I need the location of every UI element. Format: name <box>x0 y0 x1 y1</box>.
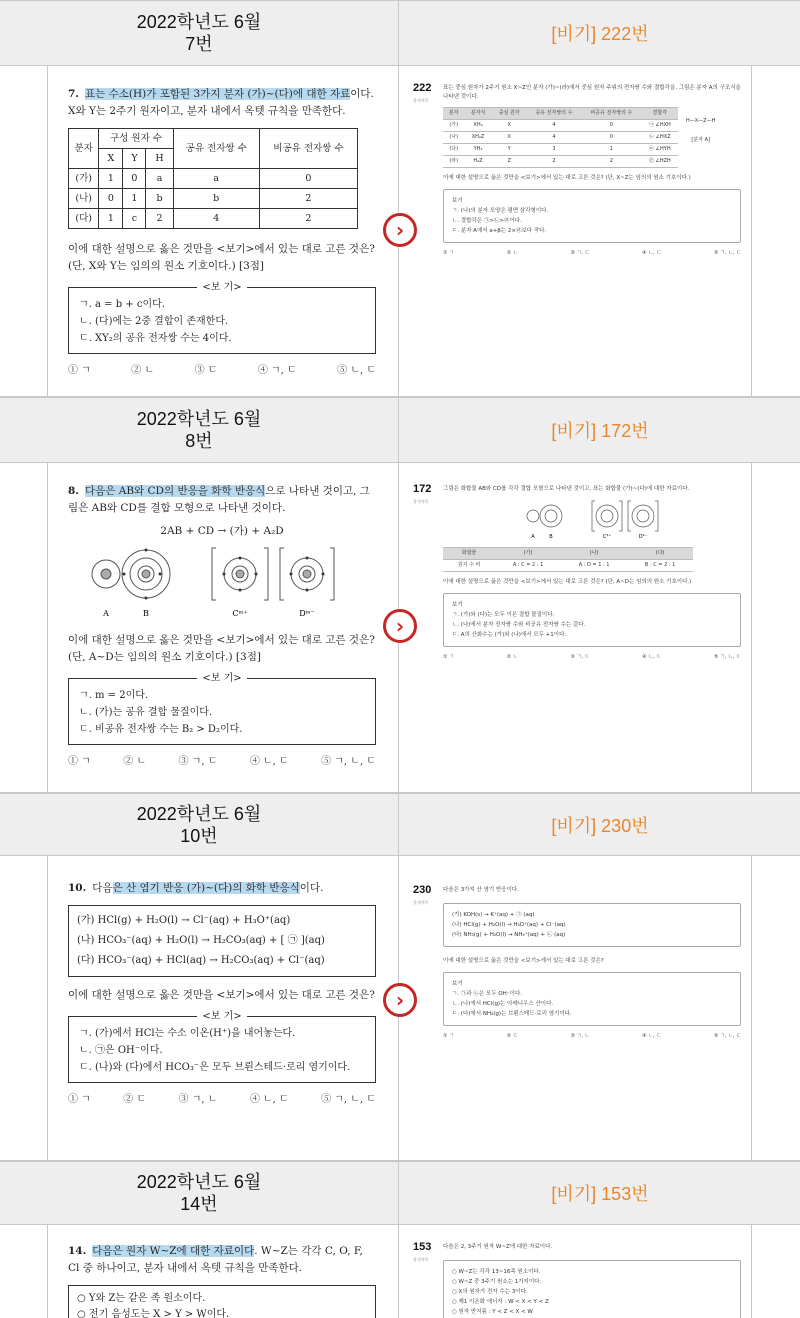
question-14 <box>68 1243 376 1318</box>
choice: ④ ㄱ, ㄷ <box>257 365 297 376</box>
svg-text:D²⁻: D²⁻ <box>638 534 648 540</box>
question-7 <box>68 86 376 379</box>
exam-question-number: 8번 <box>185 431 213 451</box>
bogi-box <box>68 282 376 354</box>
bigi-choices: ① ㄱ ② ㄴ ③ ㄱ, ㄷ ④ ㄴ, ㄷ ⑤ ㄱ, ㄴ, ㄷ <box>443 654 741 660</box>
bigi-choices: ① ㄱ ② ㄷ ③ ㄱ, ㄴ ④ ㄴ, ㄷ ⑤ ㄱ, ㄴ, ㄷ <box>443 1033 741 1039</box>
bigi-question-222 <box>413 84 741 258</box>
comparison-block-1 <box>0 0 800 397</box>
molecule-table <box>68 128 358 229</box>
bogi-title: <보 기> <box>197 282 246 293</box>
bigi-question-panel <box>400 1225 752 1318</box>
comparison-block-4 <box>0 1161 800 1318</box>
exam-year-month: 2022학년도 6월 <box>136 1172 262 1192</box>
exam-year-month: 2022학년도 6월 <box>136 409 262 429</box>
bigi-label: [비기] 153번 <box>551 1184 649 1204</box>
exam-question-panel <box>47 66 399 396</box>
label-b: B <box>143 609 149 618</box>
bigi-text: 다음은 3가지 산 염기 반응이다. <box>443 887 519 893</box>
reaction-equation: (가) HCl(g) + H₂O(l) → Cl⁻(aq) + H₃O⁺(aq) <box>77 915 291 926</box>
answer-choices: ① ㄱ ② ㄴ ③ ㄱ, ㄷ ④ ㄴ, ㄷ ⑤ ㄱ, ㄴ, ㄷ <box>68 756 376 767</box>
bigi-question-panel <box>400 66 752 396</box>
structure-figure <box>686 107 715 168</box>
bogi-title: <보 기> <box>197 1011 246 1022</box>
condition-box: ○ Y와 Z는 같은 족 원소이다. ○ 전기 음성도는 X > Y > W이다. <box>68 1285 376 1318</box>
table-row: (다) 1 c 2 4 2 <box>69 209 358 229</box>
bigi-question-text: 이에 대한 설명으로 옳은 것만을 <보기>에서 있는 대로 고른 것은? <box>443 958 604 964</box>
bigi-text: 그림은 화합물 AB와 CD를 각각 결합 모형으로 나타낸 것이고, 표는 화합물 (가)~(다)에 대한 자료이다. <box>443 486 690 492</box>
reaction-equation: 2AB + CD → (가) + A₂D <box>160 525 284 537</box>
block-header <box>0 1161 800 1225</box>
bigi-text: 다음은 2, 3주기 원자 W~Z에 대한 자료이다. <box>443 1244 553 1250</box>
bogi-box <box>68 1011 376 1083</box>
question-number: 10. <box>68 882 87 894</box>
intro-text: 이다. X와 Y는 2주기 원자이고, 분자 내에서 옥텟 규칙을 만족한다. <box>68 88 374 117</box>
bigi-bogi-box: 보기 ㄱ. (나)의 분자 모양은 평면 삼각형이다. ㄴ. 결합각은 ㉠>㉡>㉣이다. ㄷ. 분자 A에서 a+β는 2×㉣보다 작다. <box>443 189 741 243</box>
bogi-title: <보 기> <box>197 673 246 684</box>
question-number: 8. <box>68 485 79 497</box>
choice: ⑤ ㄴ, ㄷ <box>337 365 376 376</box>
bigi-table: 분자 분자식 중심 원자 공유 전자쌍의 수 비공유 전자쌍의 수 결합각 (가) XH₄ X 4 0 ㉠ ∠HXH (나) XH₂Z X 4 0 ㉡ ∠HXZ (다) YH₃ Y 3 1 ㉢ ∠HYH (라) H₂Z Z 2 2 ㉣ ∠HZH <box>443 107 678 168</box>
bigi-question-153: 153 출제예측 다음은 2, 3주기 원자 W~Z에 대한 자료이다. ○ W~Z는 각각 13~16족 원소이다. ○ W~Z 중 3주기 원소는 1가지이다. ○ X의 원자가 전자 수는 3이다. ○ 제1 이온화 에너지 : W < X < Y < Z ○ 원자 반지름 : Y < Z < X < W <box>413 1243 741 1318</box>
bond-model-figure <box>68 544 368 622</box>
question-intro: 8. 다음은 AB와 CD의 반응을 화학 반응식으로 나타낸 것이고, 그림은 AB와 CD를 결합 모형으로 나타낸 것이다. <box>68 485 370 514</box>
bogi-item: ㄱ. (가)에서 HCl는 수소 이온(H⁺)을 내어놓는다. <box>79 1028 296 1039</box>
svg-text:C²⁺: C²⁺ <box>602 534 612 540</box>
label-a: A <box>103 609 109 618</box>
exam-question-number: 14번 <box>180 1194 218 1214</box>
svg-text:A: A <box>531 534 535 540</box>
answer-choices: ① ㄱ ② ㄷ ③ ㄱ, ㄴ ④ ㄴ, ㄷ ⑤ ㄱ, ㄴ, ㄷ <box>68 1094 376 1105</box>
block-header <box>0 397 800 463</box>
question-intro: 10. 다음은 산 염기 반응 (가)~(다)의 화학 반응식이다. <box>68 882 324 894</box>
question-intro: 14. 다음은 원자 W~Z에 대한 자료이다. W~Z는 각각 C, O, F, Cl 중 하나이고, 분자 내에서 옥텟 규칙을 만족한다. <box>68 1245 363 1274</box>
bogi-item: ㄴ. (다)에는 2중 결합이 존재한다. <box>79 316 229 327</box>
exam-label <box>0 1162 399 1224</box>
bigi-number: 222 <box>413 82 432 94</box>
comparison-block-2 <box>0 397 800 793</box>
exam-label <box>0 1 399 65</box>
reaction-box <box>68 905 376 977</box>
comparison-block-3 <box>0 793 800 1161</box>
question-8 <box>68 483 376 770</box>
th-unshared: 비공유 전자쌍 수 <box>259 129 357 169</box>
label-d: Dᵐ⁻ <box>299 609 315 618</box>
th-x: X <box>99 149 123 169</box>
bogi-item: ㄴ. ㉠은 OH⁻이다. <box>79 1045 163 1056</box>
bigi-question-panel <box>400 463 752 792</box>
bigi-question-panel <box>400 856 752 1160</box>
block-body <box>0 856 800 1161</box>
chevron-right-icon: › <box>383 983 417 1017</box>
bigi-label: [비기] 230번 <box>551 815 649 836</box>
bigi-reaction-box: (가) KOH(s) → K⁺(aq) + ㉠ (aq) (나) HCl(g) + H₂O(l) → H₃O⁺(aq) + Cl⁻(aq) (다) NH₃(g) + H₂O(l) → NH₄⁺(aq) + ㉡ (aq) <box>443 903 741 947</box>
choice: ③ ㄷ <box>194 365 218 376</box>
bogi-item: ㄴ. (가)는 공유 결합 물질이다. <box>79 707 213 718</box>
highlighted-text: 표는 수소(H)가 포함된 3가지 분자 (가)~(다)에 대한 자료 <box>84 88 351 100</box>
highlighted-text: 다음은 원자 W~Z에 대한 자료이다 <box>92 1245 255 1257</box>
question-number: 7. <box>68 88 79 100</box>
block-body <box>0 463 800 793</box>
bigi-number: 172 <box>413 483 432 495</box>
bigi-choices: ① ㄱ ② ㄴ ③ ㄱ, ㄷ ④ ㄴ, ㄷ ⑤ ㄱ, ㄴ, ㄷ <box>443 250 741 256</box>
label-c: Cᵐ⁺ <box>232 609 248 618</box>
bigi-question-172: 172 출제예측 그림은 화합물 AB와 CD를 각각 결합 모형으로 나타낸 것이고, 표는 화합물 (가)~(다)에 대한 자료이다. A B C²⁺ D²⁻ 화합물 (가) (나) (다) 원자 수 비 A : C = 2 : 1 A : D = 1 : 1 B : C = 2 : 1 이에 대한 설명으로 옳은 것만을 <보기>에서 있는 대로 고른 것은? (단, A~D는 임의의 원소 기호이다.) 보기 ㄱ. (가)와 (다)는 모두 이온 결합 물질이다. ㄴ. (나)에서 분자 전자쌍 수와 비공유 전자쌍 수는 같다. ㄷ. A의 산화수는 (가)와 (나)에서 모두 +1이다. ① ㄱ ② ㄴ ③ ㄱ, ㄷ ④ ㄴ, ㄷ ⑤ ㄱ, ㄴ, ㄷ <box>413 483 741 660</box>
reaction-equation: (나) HCO₃⁻(aq) + H₂O(l) → H₂CO₃(aq) + [ ㉠ ](aq) <box>77 935 325 946</box>
answer-choices <box>68 362 376 379</box>
bogi-item: ㄱ. m = 2이다. <box>79 690 149 701</box>
exam-label <box>0 794 399 855</box>
bogi-item: ㄷ. 비공유 전자쌍 수는 B₂ > D₂이다. <box>79 724 243 735</box>
bigi-bogi-box: 보기 ㄱ. ㉠과 ㉡은 모두 OH⁻이다. ㄴ. (나)에서 HCl(g)는 아레니우스 산이다. ㄷ. (다)에서 NH₃(g)는 브뢴스테드·로리 염기이다. <box>443 972 741 1026</box>
bond-model-figure <box>513 498 713 540</box>
bogi-box <box>68 673 376 745</box>
exam-year-month: 2022학년도 6월 <box>136 12 262 32</box>
bogi-item: ㄱ. a = b + c이다. <box>79 299 165 310</box>
exam-question-number: 7번 <box>185 34 213 54</box>
choice: ② ㄴ <box>131 365 155 376</box>
exam-question-panel <box>47 856 399 1160</box>
bigi-table: 화합물 (가) (나) (다) 원자 수 비 A : C = 2 : 1 A : D = 1 : 1 B : C = 2 : 1 <box>443 547 693 572</box>
table-row: (가) 1 0 a a 0 <box>69 169 358 189</box>
exam-question-panel <box>47 1225 399 1318</box>
bigi-question-230: 230 출제예측 다음은 3가지 산 염기 반응이다. (가) KOH(s) → K⁺(aq) + ㉠ (aq) (나) HCl(g) + H₂O(l) → H₃O⁺(aq) + Cl⁻(aq) (다) NH₃(g) + H₂O(l) → NH₄⁺(aq) + ㉡ (aq) 이에 대한 설명으로 옳은 것만을 <보기>에서 있는 대로 고른 것은? 보기 ㄱ. ㉠과 ㉡은 모두 OH⁻이다. ㄴ. (나)에서 HCl(g)는 아레니우스 산이다. ㄷ. (다)에서 NH₃(g)는 브뢴스테드·로리 염기이다. ① ㄱ ② ㄷ ③ ㄱ, ㄴ ④ ㄴ, ㄷ ⑤ ㄱ, ㄴ, ㄷ <box>413 884 741 1039</box>
question-10 <box>68 880 376 1108</box>
question-text: 이에 대한 설명으로 옳은 것만을 <보기>에서 있는 대로 고른 것은? <box>68 989 375 1001</box>
exam-label <box>0 398 399 462</box>
question-intro <box>68 86 376 120</box>
th-atoms: 구성 원자 수 <box>99 129 173 149</box>
bigi-condition-box: ○ W~Z는 각각 13~16족 원소이다. ○ W~Z 중 3주기 원소는 1가지이다. ○ X의 원자가 전자 수는 3이다. ○ 제1 이온화 에너지 : W < X < Y < Z ○ 원자 반지름 : Y < Z < X < W <box>443 1260 741 1318</box>
question-text: 이에 대한 설명으로 옳은 것만을 <보기>에서 있는 대로 고른 것은? (단, X와 Y는 임의의 원소 기호이다.) [3점] <box>68 243 375 272</box>
chevron-right-icon: › <box>383 609 417 643</box>
block-body <box>0 1225 800 1318</box>
th-molecule: 분자 <box>69 129 99 169</box>
bigi-text: 표는 중심 원자가 2주기 원소 X~Z인 분자 (가)~(라)에서 중심 원자 주위의 전자쌍 수와 결합각을, 그림은 분자 A의 구조식을 나타낸 것이다. <box>443 85 741 100</box>
bigi-number: 230 <box>413 884 432 896</box>
question-text: 이에 대한 설명으로 옳은 것만을 <보기>에서 있는 대로 고른 것은? (단, A~D는 임의의 원소 기호이다.) [3점] <box>68 634 375 663</box>
block-header <box>0 793 800 856</box>
structure-formula: H—X—Z—H <box>686 118 716 124</box>
exam-year-month: 2022학년도 6월 <box>136 803 262 824</box>
th-shared: 공유 전자쌍 수 <box>173 129 259 169</box>
table-row: (나) 0 1 b b 2 <box>69 189 358 209</box>
highlighted-text: 다음은 AB와 CD의 반응을 화학 반응식 <box>84 485 266 497</box>
chevron-right-icon: › <box>383 213 417 247</box>
bigi-label: [비기] 222번 <box>551 24 649 44</box>
block-body <box>0 66 800 397</box>
bogi-item: ㄷ. XY₂의 공유 전자쌍 수는 4이다. <box>79 333 232 344</box>
svg-text:B: B <box>549 534 553 540</box>
structure-label: [분자 A] <box>691 137 710 143</box>
choice: ① ㄱ <box>68 365 91 376</box>
exam-question-number: 10번 <box>180 825 218 846</box>
th-y: Y <box>123 149 146 169</box>
bogi-title: 보기 <box>452 198 463 204</box>
bogi-item: ㄷ. (나)와 (다)에서 HCO₃⁻은 모두 브뢴스테드·로리 염기이다. <box>79 1062 351 1073</box>
bigi-bogi-box: 보기 ㄱ. (가)와 (다)는 모두 이온 결합 물질이다. ㄴ. (나)에서 분자 전자쌍 수와 비공유 전자쌍 수는 같다. ㄷ. A의 산화수는 (가)와 (나)에서 모두 +1이다. <box>443 593 741 647</box>
bigi-question-text: 이에 대한 설명으로 옳은 것만을 <보기>에서 있는 대로 고른 것은? (단, A~D는 임의의 원소 기호이다.) <box>443 579 692 585</box>
bigi-sub: 출제예측 <box>413 98 429 103</box>
bigi-label: [비기] 172번 <box>551 421 649 441</box>
th-h: H <box>146 149 173 169</box>
question-number: 14. <box>68 1245 87 1257</box>
reaction-equation: (다) HCO₃⁻(aq) + HCl(aq) → H₂CO₃(aq) + Cl⁻(aq) <box>77 955 325 966</box>
highlighted-text: 은 산 염기 반응 (가)~(다)의 화학 반응식 <box>112 882 300 894</box>
block-header <box>0 0 800 66</box>
bigi-question-text: 이에 대한 설명으로 옳은 것만을 <보기>에서 있는 대로 고른 것은? (단, X~Z는 임의의 원소 기호이다.) <box>443 175 691 181</box>
bigi-number: 153 <box>413 1241 432 1253</box>
exam-question-panel <box>47 463 399 792</box>
